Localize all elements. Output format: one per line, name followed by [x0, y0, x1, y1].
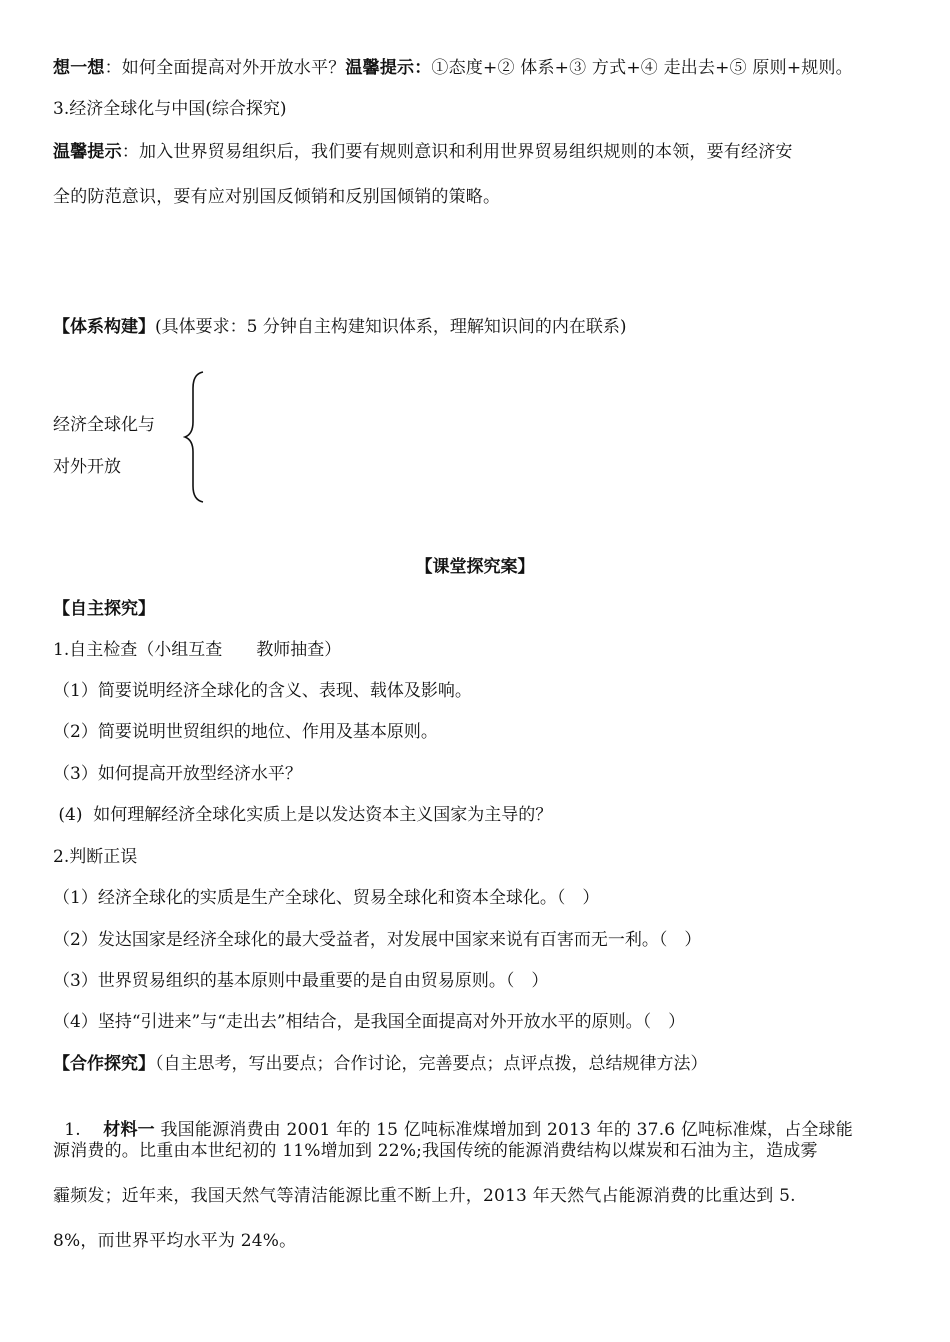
section3-tip-text: ：加入世界贸易组织后，我们要有规则意识和利用世界贸易组织规则的本领，要有经济安 — [121, 142, 793, 162]
coop-label: 【合作探究】 — [53, 1054, 155, 1074]
system-requirement: (具体要求：5 分钟自主构建知识体系，理解知识间的内在联系) — [155, 317, 627, 337]
section3-tip-line1 — [53, 140, 793, 164]
self-explore-label: 【自主探究】 — [53, 599, 155, 619]
judge-item-2: （2）发达国家是经济全球化的最大受益者，对发展中国家来说有百害而无一利。（ ） — [53, 930, 702, 950]
think-tip-text: ①态度+② 体系+③ 方式+④ 走出去+⑤ 原则+规则。 — [431, 58, 853, 78]
section3-tip-label: 温馨提示 — [53, 142, 122, 162]
material-number: 1. — [64, 1120, 81, 1140]
think-line — [53, 56, 853, 80]
system-label: 【体系构建】 — [53, 317, 155, 337]
think-label: 想一想 — [53, 58, 105, 78]
system-topic-line1: 经济全球化与 — [53, 415, 155, 435]
material-line2: 源消费的。比重由本世纪初的 11%增加到 22%;我国传统的能源消费结构以煤炭和石油为主，造成雾 — [53, 1141, 818, 1161]
judge-item-1: （1）经济全球化的实质是生产全球化、贸易全球化和资本全球化。（ ） — [53, 888, 600, 908]
coop-requirement: （自主思考，写出要点；合作讨论，完善要点；点评点拨，总结规律方法） — [155, 1054, 708, 1074]
judge-title: 2.判断正误 — [53, 847, 138, 867]
judge-item-4: （4）坚持“引进来”与“走出去”相结合，是我国全面提高对外开放水平的原则。（ ） — [53, 1012, 686, 1032]
material-line4: 8%，而世界平均水平为 24%。 — [53, 1231, 297, 1251]
check-item-3: （3）如何提高开放型经济水平？ — [53, 764, 302, 784]
section3-tip-line2: 全的防范意识，要有应对别国反倾销和反别国倾销的策略。 — [53, 187, 501, 207]
check-title: 1.自主检查（小组互查 教师抽查） — [53, 640, 342, 660]
check-item-2: （2）简要说明世贸组织的地位、作用及基本原则。 — [53, 722, 438, 742]
think-question: ：如何全面提高对外开放水平？ — [104, 58, 346, 78]
think-tip-label: 温馨提示： — [345, 58, 432, 78]
classroom-title: 【课堂探究案】 — [415, 557, 535, 577]
judge-item-3: （3）世界贸易组织的基本原则中最重要的是自由贸易原则。（ ） — [53, 971, 549, 991]
system-line — [53, 315, 626, 339]
brace-icon — [183, 370, 209, 504]
system-topic-line2: 对外开放 — [53, 457, 121, 477]
material-line1 — [53, 1094, 853, 1142]
material-line3: 霾频发；近年来，我国天然气等清洁能源比重不断上升，2013 年天然气占能源消费的比重达到 5. — [53, 1186, 796, 1206]
coop-line — [53, 1052, 708, 1076]
section3-title: 3.经济全球化与中国(综合探究) — [53, 99, 287, 119]
material-label: 材料一 — [103, 1120, 155, 1140]
check-item-1: （1）简要说明经济全球化的含义、表现、载体及影响。 — [53, 681, 472, 701]
material-text1: 我国能源消费由 2001 年的 15 亿吨标准煤增加到 2013 年的 37.6 亿吨标准煤，占全球能 — [154, 1120, 853, 1140]
check-item-4: (4) 如何理解经济全球化实质上是以发达资本主义国家为主导的？ — [53, 805, 553, 825]
